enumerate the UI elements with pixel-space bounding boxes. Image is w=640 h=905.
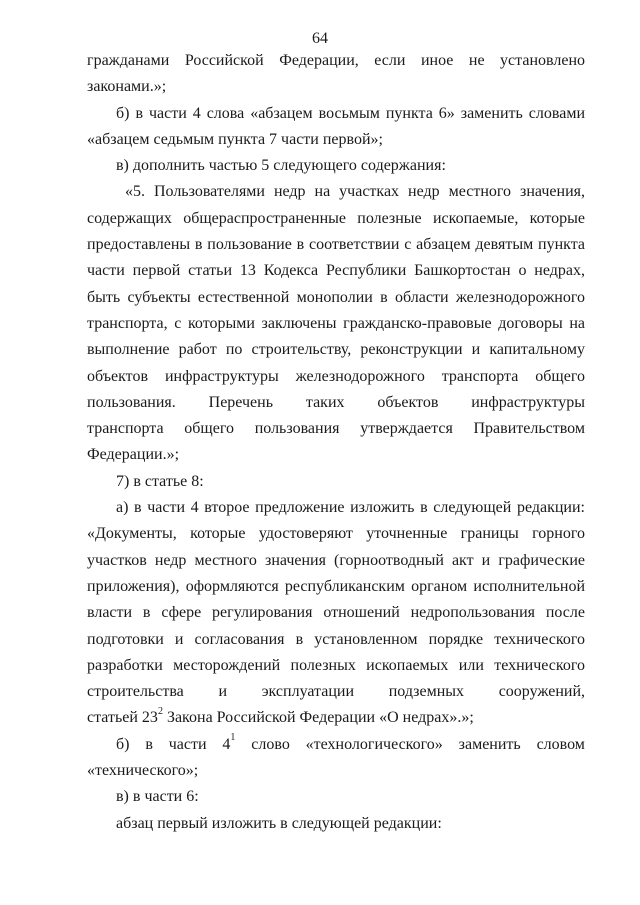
text-line: Федерации.»; xyxy=(87,446,180,464)
text-line-item-b: б) в части $4^1$ слово «технологического» заменить словом xyxy=(116,732,585,753)
text-line: приложения), оформляются республиканским органом исполнительной xyxy=(87,577,585,595)
text-line: в) в части 6: xyxy=(116,788,199,806)
text-line: транспорта, с которыми заключены гражданско-правовые договоры на xyxy=(87,314,585,332)
text-line: б) в части 4 слова «абзацем восьмым пункта 6» заменить словами xyxy=(116,104,585,122)
text-line: транспорта общего пользования утверждается Правительством xyxy=(87,420,585,438)
text-line: части первой статьи 13 Кодекса Республики Башкортостан о недрах, xyxy=(87,262,585,280)
text-line: абзац первый изложить в следующей редакции: xyxy=(116,814,442,832)
text-line: быть субъекты естественной монополии в области железнодорожного xyxy=(87,288,585,306)
text-line: участков недр местного значения (горноотводный акт и графические xyxy=(87,551,585,569)
document-body xyxy=(87,48,585,837)
text-line: объектов инфраструктуры железнодорожного транспорта общего xyxy=(87,367,585,385)
text-line: содержащих общераспространенные полезные ископаемые, которые xyxy=(87,209,585,227)
text-line: пользования. Перечень таких объектов инфраструктуры xyxy=(87,393,585,411)
text-line: «5. Пользователями недр на участках недр местного значения, xyxy=(125,183,585,201)
text-line: в) дополнить частью 5 следующего содержания: xyxy=(116,157,446,175)
text-line: «Документы, которые удостоверяют уточненные границы горного xyxy=(87,525,585,543)
text-line: выполнение работ по строительству, реконструкции и капитальному xyxy=(87,341,585,359)
text-line: власти в сфере регулирования отношений недропользования после xyxy=(87,604,585,622)
text-line-article-23: статьей $23^2$ Закона Российской Федерации «О недрах».»; xyxy=(87,706,474,727)
text-line: предоставлены в пользование в соответствии с абзацем девятым пункта xyxy=(87,236,585,254)
page-number: 64 xyxy=(312,30,328,47)
text-line: «абзацем седьмым пункта 7 части первой»; xyxy=(87,130,383,148)
text-line: «технического»; xyxy=(87,762,199,780)
text-line: гражданами Российской Федерации, если иное не установлено xyxy=(87,52,585,69)
text-line: а) в части 4 второе предложение изложить в следующей редакции: xyxy=(116,499,585,517)
text-line: 7) в статье 8: xyxy=(116,472,204,490)
text-line: подготовки и согласования в установленном порядке технического xyxy=(87,630,585,648)
text-line: строительства и эксплуатации подземных сооружений, xyxy=(87,683,585,701)
text-line: разработки месторождений полезных ископаемых или технического xyxy=(87,656,585,674)
text-line: законами.»; xyxy=(87,78,167,96)
